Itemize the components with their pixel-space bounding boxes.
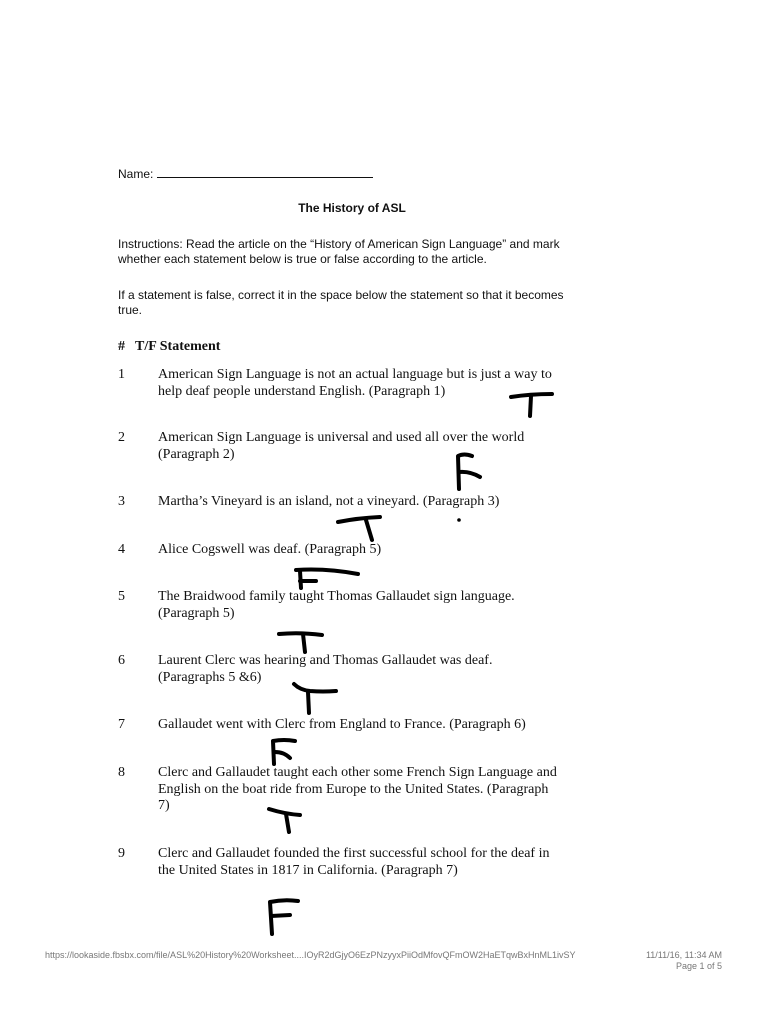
- handwritten-answer-3: [338, 517, 380, 540]
- handwritten-answer-9: [270, 900, 298, 934]
- footer-url: https://lookaside.fbsbx.com/file/ASL%20History%20Worksheet....IOyR2dGjyO6EzPNzyyxPiiOdMfovQFmOW2HaETqwBxHnML1ivSY: [45, 950, 576, 960]
- statement-number: 3: [118, 494, 125, 509]
- instructions: Instructions: Read the article on the “History of American Sign Language” and mark whether each statement below is true or false according to the article.: [118, 237, 560, 266]
- statement-text: Gallaudet went with Clerc from England to France. (Paragraph 6): [158, 717, 526, 732]
- handwritten-answer-6: [294, 684, 336, 713]
- header-statement: Statement: [159, 339, 221, 354]
- statement-text: Clerc and Gallaudet taught each other some French Sign Language and English on the boat ride from Europe to the United States. (Paragraph 7): [158, 765, 557, 813]
- footer-page-number: Page 1 of 5: [675, 961, 722, 971]
- statement-text: Laurent Clerc was hearing and Thomas Gallaudet was deaf. (Paragraphs 5 &6): [158, 653, 493, 685]
- handwritten-answer-5: [279, 633, 322, 652]
- table-header: [118, 339, 220, 356]
- statement-number: 7: [118, 717, 125, 732]
- statement-text: American Sign Language is universal and used all over the world (Paragraph 2): [158, 430, 525, 462]
- name-blank-line: [157, 165, 373, 178]
- statement-text: Martha’s Vineyard is an island, not a vineyard. (Paragraph 3): [158, 494, 500, 509]
- page-title: The History of ASL: [298, 201, 406, 215]
- handwritten-answer-7: [273, 740, 295, 764]
- handwritten-stray-dot: [457, 518, 461, 522]
- handwritten-answer-4: [296, 570, 358, 589]
- statement-number: 9: [118, 846, 125, 861]
- statement-text: Clerc and Gallaudet founded the first successful school for the deaf in the United States in 1817 in California. (Paragraph 7): [158, 846, 550, 878]
- statement-text: The Braidwood family taught Thomas Gallaudet sign language. (Paragraph 5): [158, 589, 515, 621]
- header-num: #: [118, 339, 125, 354]
- statement-text: Alice Cogswell was deaf. (Paragraph 5): [158, 542, 382, 557]
- statement-number: 8: [118, 765, 125, 780]
- statement-number: 6: [118, 653, 125, 668]
- statement-text: American Sign Language is not an actual language but is just a way to help deaf people understand English. (Paragraph 1): [158, 367, 552, 399]
- statement-number: 5: [118, 589, 125, 604]
- statement-number: 1: [118, 367, 125, 382]
- name-field: [118, 165, 373, 182]
- statement-number: 4: [118, 542, 125, 557]
- footer-stamp: [640, 950, 722, 972]
- header-tf: T/F: [135, 339, 157, 354]
- statement-number: 2: [118, 430, 125, 445]
- correction-note: If a statement is false, correct it in the space below the statement so that it becomes true.: [118, 288, 564, 317]
- footer-timestamp: 11/11/16, 11:34 AM: [645, 950, 722, 960]
- name-label: Name:: [118, 167, 154, 181]
